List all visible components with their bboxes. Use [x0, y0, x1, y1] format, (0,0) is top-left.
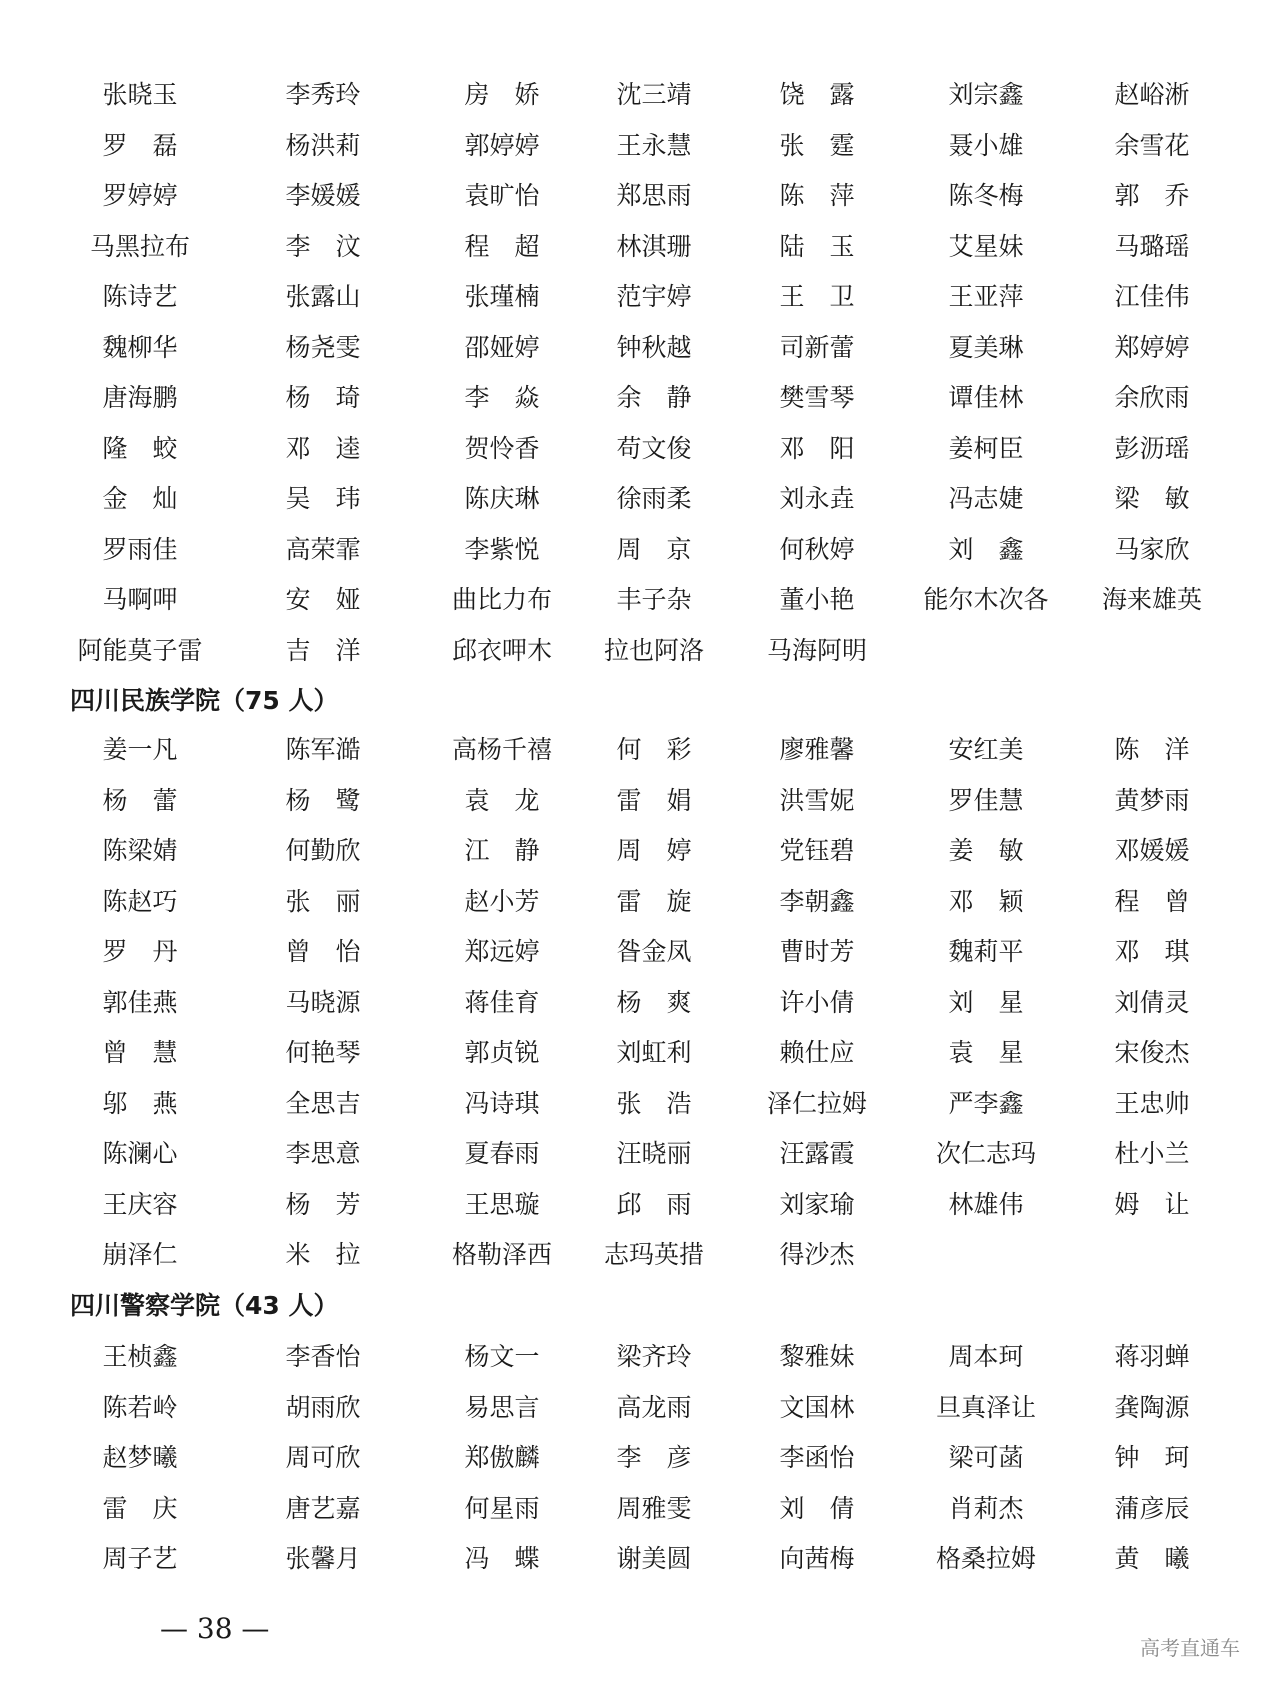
list-item-name: 魏柳华 — [102, 332, 178, 362]
list-item-name: 李朝鑫 — [779, 886, 855, 916]
list-item-name: 杨 鹭 — [285, 785, 361, 815]
list-item-name: 钟秋越 — [616, 332, 692, 362]
list-item-name: 杜小兰 — [1114, 1139, 1190, 1168]
list-item-name: 刘家瑜 — [779, 1189, 855, 1219]
list-item-name: 黄 曦 — [1114, 1544, 1190, 1573]
list-item-name: 冯 蝶 — [464, 1544, 540, 1573]
list-item-name: 张 丽 — [285, 886, 361, 916]
list-item-name: 能尔木次各 — [923, 585, 1049, 614]
list-item-name: 郑远婷 — [464, 937, 540, 966]
list-item-name: 余雪花 — [1114, 130, 1190, 160]
list-item-name: 苟文俊 — [616, 433, 692, 463]
list-item-name: 阿能莫子雷 — [77, 635, 203, 665]
list-item-name: 陈庆琳 — [464, 484, 540, 513]
list-item-name: 周可欣 — [285, 1443, 361, 1472]
list-item-name: 王 卫 — [779, 282, 855, 311]
list-item-name: 艾星妹 — [948, 231, 1024, 261]
list-item-name: 李紫悦 — [464, 534, 540, 564]
list-item-name: 次仁志玛 — [935, 1139, 1036, 1168]
list-item-name: 邓 颖 — [948, 886, 1024, 916]
list-item-name: 曲比力布 — [451, 585, 552, 614]
list-item-name: 刘虹利 — [616, 1038, 692, 1067]
list-item-name: 袁旷怡 — [464, 181, 540, 210]
list-item-name: 袁 星 — [948, 1038, 1024, 1067]
list-item-name: 许小倩 — [779, 987, 855, 1017]
list-item-name: 邓 琪 — [1114, 937, 1190, 966]
list-item-name: 唐海鹏 — [102, 383, 178, 412]
list-item-name: 何 彩 — [616, 735, 692, 764]
list-item-name: 安 娅 — [285, 585, 361, 614]
list-item-name: 郭 乔 — [1114, 181, 1190, 210]
list-item-name: 李 汶 — [285, 231, 361, 261]
list-item-name: 格勒泽西 — [451, 1240, 552, 1269]
list-item-name: 罗 磊 — [102, 130, 178, 160]
list-item-name: 司新蕾 — [779, 332, 855, 362]
list-item-name: 马晓源 — [285, 987, 361, 1017]
list-item-name: 陈军澔 — [285, 735, 361, 764]
list-item-name: 蒋佳育 — [464, 987, 540, 1017]
list-item-name: 邬 燕 — [102, 1088, 178, 1118]
list-item-name: 刘永垚 — [779, 484, 855, 513]
list-item-name: 周子艺 — [102, 1544, 178, 1573]
list-item-name: 王亚萍 — [948, 282, 1024, 311]
list-item-name: 罗 丹 — [102, 937, 178, 966]
list-item-name: 旦真泽让 — [935, 1392, 1036, 1422]
list-item-name: 樊雪琴 — [779, 383, 855, 412]
list-item-name: 马璐瑶 — [1114, 231, 1190, 261]
list-item-name: 张馨月 — [285, 1544, 361, 1573]
list-item-name: 陈 萍 — [779, 181, 855, 210]
list-item-name: 杨 琦 — [285, 383, 361, 412]
list-item-name: 陈若岭 — [102, 1392, 178, 1422]
list-item-name: 易思言 — [464, 1392, 540, 1422]
list-item-name: 杨 爽 — [616, 987, 692, 1017]
list-item-name: 李秀玲 — [285, 80, 361, 109]
list-item-name: 何艳琴 — [285, 1038, 361, 1067]
list-item-name: 吉 洋 — [285, 635, 361, 665]
list-item-name: 魏莉平 — [948, 937, 1024, 966]
list-item-name: 张露山 — [285, 282, 361, 311]
list-item-name: 王忠帅 — [1114, 1088, 1190, 1118]
list-item-name: 蒲彦辰 — [1114, 1493, 1190, 1523]
list-item-name: 曹时芳 — [779, 937, 855, 966]
list-item-name: 梁 敏 — [1114, 484, 1190, 513]
list-item-name: 王永慧 — [616, 130, 692, 160]
list-item-name: 冯志婕 — [948, 484, 1024, 513]
list-item-name: 房 娇 — [464, 80, 540, 109]
list-item-name: 陈 洋 — [1114, 735, 1190, 764]
list-item-name: 徐雨柔 — [616, 484, 692, 513]
list-item-name: 海来雄英 — [1101, 585, 1202, 614]
list-item-name: 赵小芳 — [464, 886, 540, 916]
list-item-name: 冯诗琪 — [464, 1088, 540, 1118]
list-item-name: 李函怡 — [779, 1443, 855, 1472]
list-item-name: 姜 敏 — [948, 836, 1024, 865]
list-item-name: 杨文一 — [464, 1342, 540, 1371]
list-item-name: 杨洪莉 — [285, 130, 361, 160]
list-item-name: 郑思雨 — [616, 181, 692, 210]
list-item-name: 张 浩 — [616, 1088, 692, 1118]
list-item-name: 聂小雄 — [948, 130, 1024, 160]
list-item-name: 罗雨佳 — [102, 534, 178, 564]
list-item-name: 陈赵巧 — [102, 886, 178, 916]
list-item-name: 李媛媛 — [285, 181, 361, 210]
list-item-name: 雷 庆 — [102, 1493, 178, 1523]
list-item-name: 泽仁拉姆 — [766, 1088, 867, 1118]
list-item-name: 马家欣 — [1114, 534, 1190, 564]
list-item-name: 陆 玉 — [779, 231, 855, 261]
list-item-name: 吴 玮 — [285, 484, 361, 513]
list-item-name: 江 静 — [464, 836, 540, 865]
list-item-name: 雷 娟 — [616, 785, 692, 815]
list-item-name: 宋俊杰 — [1114, 1038, 1190, 1067]
list-item-name: 高荣霏 — [285, 534, 361, 564]
list-item-name: 高龙雨 — [616, 1392, 692, 1422]
list-item-name: 梁可菡 — [948, 1443, 1024, 1472]
list-item-name: 周 京 — [616, 534, 692, 564]
list-item-name: 蒋羽蝉 — [1114, 1342, 1190, 1371]
list-item-name: 郭贞锐 — [464, 1038, 540, 1067]
list-item-name: 向茜梅 — [779, 1544, 855, 1573]
list-item-name: 拉也阿洛 — [603, 635, 704, 665]
list-item-name: 黎雅妹 — [779, 1342, 855, 1371]
list-item-name: 全思吉 — [285, 1088, 361, 1118]
list-item-name: 谭佳林 — [948, 383, 1024, 412]
list-item-name: 龚陶源 — [1114, 1392, 1190, 1422]
list-item-name: 黄梦雨 — [1114, 785, 1190, 815]
list-item-name: 格桑拉姆 — [935, 1544, 1036, 1573]
list-item-name: 刘宗鑫 — [948, 80, 1024, 109]
list-item-name: 谢美圆 — [616, 1544, 692, 1573]
list-item-name: 崩泽仁 — [102, 1240, 178, 1269]
list-item-name: 赵梦曦 — [102, 1443, 178, 1472]
list-item-name: 林雄伟 — [948, 1189, 1024, 1219]
list-item-name: 何星雨 — [464, 1493, 540, 1523]
list-item-name: 陈梁婧 — [102, 836, 178, 865]
list-item-name: 姜柯臣 — [948, 433, 1024, 463]
list-item-name: 胡雨欣 — [285, 1392, 361, 1422]
list-item-name: 罗婷婷 — [102, 181, 178, 210]
list-item-name: 姜一凡 — [102, 735, 178, 764]
list-item-name: 范宇婷 — [616, 282, 692, 311]
list-item-name: 张 霆 — [779, 130, 855, 160]
list-item-name: 何秋婷 — [779, 534, 855, 564]
list-item-name: 高杨千禧 — [451, 735, 552, 764]
list-item-name: 曾 慧 — [102, 1038, 178, 1067]
list-item-name: 志玛英措 — [603, 1240, 704, 1269]
list-item-name: 郭婷婷 — [464, 130, 540, 160]
list-item-name: 肖莉杰 — [948, 1493, 1024, 1523]
list-item-name: 刘 星 — [948, 987, 1024, 1017]
list-item-name: 邓 阳 — [779, 433, 855, 463]
list-item-name: 贺怜香 — [464, 433, 540, 463]
page-number: — 38 — — [160, 1612, 270, 1645]
list-item-name: 张晓玉 — [102, 80, 178, 109]
list-item-name: 邵娅婷 — [464, 332, 540, 362]
list-item-name: 刘 倩 — [779, 1493, 855, 1523]
list-item-name: 王思璇 — [464, 1189, 540, 1219]
list-item-name: 周雅雯 — [616, 1493, 692, 1523]
list-item-name: 林淇珊 — [616, 231, 692, 261]
list-item-name: 夏春雨 — [464, 1139, 540, 1168]
list-item-name: 邱 雨 — [616, 1189, 692, 1219]
list-item-name: 党钰碧 — [779, 836, 855, 865]
watermark: 高考直通车 — [1140, 1636, 1240, 1660]
list-item-name: 昝金凤 — [616, 937, 692, 966]
list-item-name: 袁 龙 — [464, 785, 540, 815]
list-item-name: 严李鑫 — [948, 1088, 1024, 1118]
list-item-name: 彭沥瑶 — [1114, 433, 1190, 463]
list-item-name: 姆 让 — [1114, 1189, 1190, 1219]
list-item-name: 李思意 — [285, 1139, 361, 1168]
list-item-name: 隆 蛟 — [102, 433, 178, 463]
list-item-name: 饶 露 — [779, 80, 855, 109]
list-item-name: 何勤欣 — [285, 836, 361, 865]
list-item-name: 米 拉 — [285, 1240, 361, 1269]
list-item-name: 汪晓丽 — [616, 1139, 692, 1168]
list-item-name: 赖仕应 — [779, 1038, 855, 1067]
list-item-name: 陈诗艺 — [102, 282, 178, 311]
list-item-name: 李 彦 — [616, 1443, 692, 1472]
list-item-name: 梁齐玲 — [616, 1342, 692, 1371]
list-item-name: 余 静 — [616, 383, 692, 412]
list-item-name: 邓 逵 — [285, 433, 361, 463]
list-item-name: 张瑾楠 — [464, 282, 540, 311]
list-item-name: 王庆容 — [102, 1189, 178, 1219]
list-item-name: 陈澜心 — [102, 1139, 178, 1168]
list-item-name: 金 灿 — [102, 484, 178, 513]
list-item-name: 刘倩灵 — [1114, 987, 1190, 1017]
list-item-name: 文国林 — [779, 1392, 855, 1422]
list-item-name: 陈冬梅 — [948, 181, 1024, 210]
list-item-name: 李香怡 — [285, 1342, 361, 1371]
list-item-name: 周 婷 — [616, 836, 692, 865]
list-item-name: 罗佳慧 — [948, 785, 1024, 815]
list-item-name: 安红美 — [948, 735, 1024, 764]
list-item-name: 洪雪妮 — [779, 785, 855, 815]
list-item-name: 刘 鑫 — [948, 534, 1024, 564]
list-item-name: 王桢鑫 — [102, 1342, 178, 1371]
list-item-name: 雷 旋 — [616, 886, 692, 916]
list-item-name: 杨 芳 — [285, 1189, 361, 1219]
list-item-name: 马黑拉布 — [89, 231, 190, 261]
list-item-name: 周本珂 — [948, 1342, 1024, 1371]
list-item-name: 汪露霞 — [779, 1139, 855, 1168]
list-item-name: 郑婷婷 — [1114, 332, 1190, 362]
list-item-name: 马海阿明 — [766, 635, 867, 665]
list-item-name: 得沙杰 — [779, 1240, 855, 1269]
list-item-name: 江佳伟 — [1114, 282, 1190, 311]
list-item-name: 廖雅馨 — [779, 735, 855, 764]
list-item-name: 钟 珂 — [1114, 1443, 1190, 1472]
section-title: 四川民族学院（75 人） — [70, 686, 339, 715]
list-item-name: 郭佳燕 — [102, 987, 178, 1017]
list-item-name: 赵峪淅 — [1114, 80, 1190, 109]
list-item-name: 丰子杂 — [616, 585, 692, 614]
list-item-name: 邓媛媛 — [1114, 836, 1190, 865]
list-item-name: 马啊呷 — [102, 585, 178, 614]
list-item-name: 郑傲麟 — [464, 1443, 540, 1472]
list-item-name: 余欣雨 — [1114, 383, 1190, 412]
list-item-name: 邱衣呷木 — [451, 635, 552, 665]
list-item-name: 杨 蕾 — [102, 785, 178, 815]
list-item-name: 杨尧雯 — [285, 332, 361, 362]
list-item-name: 曾 怡 — [285, 937, 361, 966]
list-item-name: 唐艺嘉 — [285, 1493, 361, 1523]
list-item-name: 沈三靖 — [616, 80, 692, 109]
list-item-name: 程 曾 — [1114, 886, 1190, 916]
list-item-name: 李 焱 — [464, 383, 540, 412]
list-item-name: 夏美琳 — [948, 332, 1024, 362]
list-item-name: 程 超 — [464, 231, 540, 261]
section-title: 四川警察学院（43 人） — [70, 1291, 339, 1320]
list-item-name: 董小艳 — [779, 585, 855, 614]
